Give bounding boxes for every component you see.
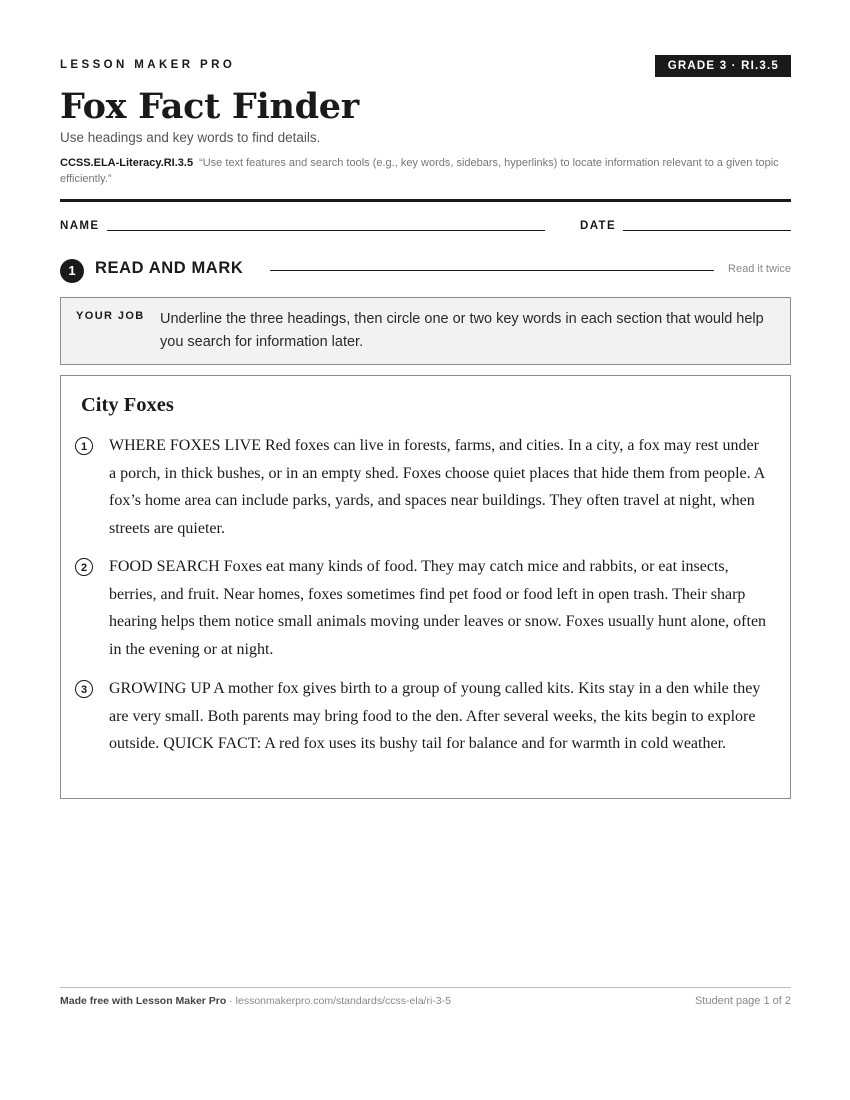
- brand-name: LESSON MAKER PRO: [60, 59, 236, 71]
- passage-title: City Foxes: [81, 394, 174, 416]
- date-label: DATE: [580, 220, 617, 232]
- date-field[interactable]: [623, 230, 791, 231]
- instructions-label: YOUR JOB: [76, 310, 145, 322]
- brand-row: [60, 55, 791, 79]
- name-label: NAME: [60, 220, 100, 232]
- reading-passage: [60, 375, 791, 799]
- instructions-box: [60, 297, 791, 365]
- instructions-text: Underline the three headings, then circle one or two key words in each section that would help you search for information later.: [160, 311, 764, 350]
- footer-page-number: Student page 1 of 2: [694, 995, 791, 1007]
- section-rule: [270, 270, 714, 271]
- name-date-row: [60, 220, 791, 236]
- footer-url: · lessonmakerpro.com/standards/ccss-ela/ri-3-5: [226, 995, 451, 1007]
- header-divider: [60, 199, 791, 202]
- section-note: Read it twice: [728, 263, 791, 275]
- paragraph-number: 2: [75, 558, 93, 576]
- grade-badge: GRADE 3 · RI.3.5: [655, 55, 791, 77]
- footer-made-with: Made free with Lesson Maker Pro: [60, 995, 227, 1007]
- footer-divider: [60, 987, 791, 988]
- worksheet-page: [60, 0, 791, 1100]
- section-number-badge: 1: [60, 259, 84, 283]
- worksheet-title: Fox Fact Finder: [60, 86, 359, 127]
- paragraph-text: GROWING UP A mother fox gives birth to a group of young called kits. Kits stay in a den while they are very small. Both parents may bring food to the den. After several weeks, the kits begin to explore outside. QUICK FACT: A red fox uses its bushy tail for balance and for warmth in cold weather.: [109, 680, 761, 752]
- section-header: [60, 257, 791, 283]
- paragraph-number: 3: [75, 680, 93, 698]
- standard-description: [60, 155, 791, 187]
- paragraph-text: WHERE FOXES LIVE Red foxes can live in forests, farms, and cities. In a city, a fox may rest under a porch, in thick bushes, or in an empty shed. Foxes choose quiet places that hide them from people. A fox’s home area can include parks, yards, and spaces near buildings. They often travel at night, when streets are quieter.: [109, 437, 765, 537]
- worksheet-subtitle: Use headings and key words to find details.: [60, 130, 321, 145]
- section-title: READ AND MARK: [95, 259, 244, 277]
- paragraph-text: FOOD SEARCH Foxes eat many kinds of food. They may catch mice and rabbits, or eat insects, berries, and fruit. Near homes, foxes sometimes find pet food or food left in open trash. Their sharp hearing helps them notice small animals moving under leaves or snow. Foxes usually hunt alone, often in the evening or at night.: [109, 558, 767, 658]
- name-field[interactable]: [107, 230, 545, 231]
- footer-credit: [60, 995, 451, 1007]
- standard-code: CCSS.ELA-Literacy.RI.3.5: [60, 157, 194, 169]
- standard-text: “Use text features and search tools (e.g., key words, sidebars, hyperlinks) to locate information relevant to a given topic efficiently.”: [60, 157, 779, 185]
- paragraph-number: 1: [75, 437, 93, 455]
